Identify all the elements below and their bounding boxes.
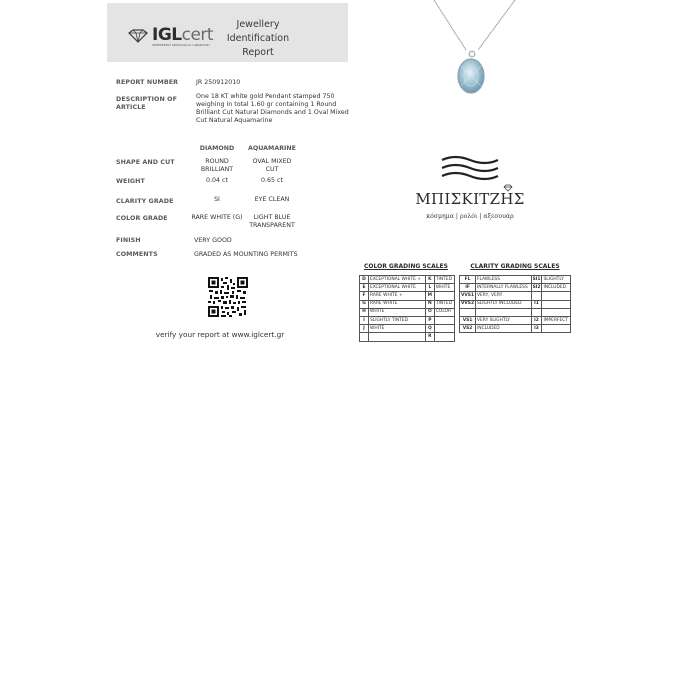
table-row	[360, 292, 455, 300]
description-line: Brilliant Cut Natural Diamonds and 1 Oval Mixed	[196, 109, 349, 116]
grade-code: L	[425, 284, 434, 292]
grade-code: FL	[460, 276, 476, 284]
table-row	[360, 276, 455, 284]
description-line: One 18 KT white gold Pendant stamped 750	[196, 93, 335, 100]
cell-line: OVAL MIXED	[252, 158, 292, 165]
description-label-line: ARTICLE	[116, 104, 146, 111]
grade-code: J	[360, 325, 369, 333]
brand-waves-icon	[440, 155, 500, 181]
grade-desc: INCLUDED	[542, 284, 571, 292]
aquamarine-color	[242, 214, 302, 230]
grade-desc: INCLUDED	[476, 325, 532, 333]
aquamarine-column-header: AQUAMARINE	[248, 145, 296, 152]
grade-code: I3	[531, 325, 542, 333]
grade-desc	[434, 316, 454, 324]
cell-line: LIGHT BLUE	[253, 214, 291, 221]
qr-code[interactable]	[208, 277, 248, 317]
grade-code	[460, 308, 476, 316]
grade-desc	[434, 292, 454, 300]
table-row	[460, 325, 571, 333]
grade-desc: EXCEPTIONAL WHITE +	[369, 276, 426, 284]
grade-desc	[434, 333, 454, 341]
description-label	[116, 96, 177, 112]
description-value	[196, 93, 349, 125]
grade-code: SI1	[531, 276, 542, 284]
grade-code: I2	[531, 316, 542, 324]
grade-desc	[434, 325, 454, 333]
grade-code: M	[425, 292, 434, 300]
description-line: weighing in total 1.60 gr containing 1 Round	[196, 101, 337, 108]
shape-cut-label: SHAPE AND CUT	[116, 159, 175, 166]
diamond-color: RARE WHITE (G)	[191, 214, 243, 221]
grade-desc	[542, 325, 571, 333]
color-grade-label: COLOR GRADE	[116, 215, 168, 222]
comments-label: COMMENTS	[116, 251, 158, 258]
table-row	[460, 316, 571, 324]
brand-tagline: κόσμημα | ρολόι | αξεσουάρ	[426, 213, 514, 220]
cell-line: TRANSPARENT	[249, 222, 295, 229]
report-number-value: JR 250912010	[196, 79, 241, 86]
diamond-shape-cut	[187, 158, 247, 174]
grade-desc	[542, 292, 571, 300]
comments-value: GRADED AS MOUNTING PERMITS	[194, 251, 298, 258]
weight-label: WEIGHT	[116, 178, 145, 185]
grade-code	[531, 308, 542, 316]
table-row	[460, 308, 571, 316]
grade-desc: TINTED	[434, 300, 454, 308]
clarity-grade-label: CLARITY GRADE	[116, 198, 174, 205]
pendant-photo	[428, 0, 528, 100]
grade-desc	[369, 333, 426, 341]
color-scales-table	[359, 275, 455, 342]
report-number-label: REPORT NUMBER	[116, 79, 179, 86]
diamond-column-header: DIAMOND	[199, 145, 235, 152]
table-row	[360, 333, 455, 341]
logo-text-bold: IGL	[152, 25, 182, 45]
grade-code: R	[425, 333, 434, 341]
clarity-scales-table	[459, 275, 571, 333]
aquamarine-weight: 0.65 ct	[261, 177, 283, 184]
grade-desc: SLIGHTLY TINTED	[369, 316, 426, 324]
table-row	[360, 308, 455, 316]
grade-code: SI2	[531, 284, 542, 292]
grade-code: Q	[425, 325, 434, 333]
logo-subtext: INDEPENDENT GEMOLOGICAL LABORATORY	[152, 44, 210, 47]
cell-line: CUT	[265, 166, 279, 173]
report-title	[222, 18, 294, 60]
grade-code: IF	[460, 284, 476, 292]
grade-code: D	[360, 276, 369, 284]
grade-code: VS2	[460, 325, 476, 333]
grade-desc: SLIGHTLY	[542, 276, 571, 284]
clarity-scales-title: CLARITY GRADING SCALES	[470, 263, 560, 270]
cell-line: ROUND	[205, 158, 229, 165]
finish-value: VERY GOOD	[194, 237, 232, 244]
aquamarine-clarity: EYE CLEAN	[254, 196, 290, 203]
cell-line: BRILLIANT	[200, 166, 234, 173]
grade-desc: SLIGHTLY INCLUDED	[476, 300, 532, 308]
grade-code: N	[425, 300, 434, 308]
grade-desc: VERY, VERY	[476, 292, 532, 300]
grade-code: VS1	[460, 316, 476, 324]
grade-code: H	[360, 308, 369, 316]
description-label-line: DESCRIPTION OF	[116, 96, 177, 103]
table-row	[360, 284, 455, 292]
grade-desc: IMPERFECT	[542, 316, 571, 324]
grade-desc: INTERNALLY FLAWLESS	[476, 284, 532, 292]
grade-code: I	[360, 316, 369, 324]
table-row	[460, 292, 571, 300]
grade-code	[360, 333, 369, 341]
grade-desc: TINTED	[434, 276, 454, 284]
iglcert-logo	[152, 26, 213, 44]
grade-code: P	[425, 316, 434, 324]
description-line: Cut Natural Aquamarine	[196, 117, 273, 124]
grade-desc: RARE WHITE	[369, 300, 426, 308]
grade-desc	[542, 300, 571, 308]
title-line: Identification	[226, 33, 290, 44]
table-row	[360, 316, 455, 324]
table-row	[460, 276, 571, 284]
finish-label: FINISH	[116, 237, 141, 244]
grade-code: VVS1	[460, 292, 476, 300]
verify-report-link[interactable]: verify your report at www.iglcert.gr	[155, 330, 285, 339]
title-line: Report	[242, 47, 274, 58]
grade-code: F	[360, 292, 369, 300]
table-row	[360, 300, 455, 308]
grade-desc: RARE WHITE +	[369, 292, 426, 300]
grade-desc: COLOR	[434, 308, 454, 316]
color-scales-title: COLOR GRADING SCALES	[364, 263, 448, 270]
aquamarine-shape-cut	[242, 158, 302, 174]
grade-code: VVS2	[460, 300, 476, 308]
grade-code: G	[360, 300, 369, 308]
grade-code: I1	[531, 300, 542, 308]
grade-code: K	[425, 276, 434, 284]
grade-code	[531, 292, 542, 300]
diamond-logo-icon	[127, 29, 149, 43]
grade-desc	[476, 308, 532, 316]
brand-name: ΜΠΙΣΚΙΤΖΗΣ	[415, 190, 525, 208]
grade-code: E	[360, 284, 369, 292]
table-row	[460, 284, 571, 292]
diamond-weight: 0.04 ct	[206, 177, 228, 184]
grade-desc: EXCEPTIONAL WHITE	[369, 284, 426, 292]
title-line: Jewellery	[236, 19, 280, 30]
grade-desc: WHITE	[369, 308, 426, 316]
diamond-clarity: SI	[214, 196, 220, 203]
grade-desc: FLAWLESS	[476, 276, 532, 284]
grade-desc: WHITE	[369, 325, 426, 333]
grade-desc: VERY SLIGHTLY	[476, 316, 532, 324]
table-row	[460, 300, 571, 308]
table-row	[360, 325, 455, 333]
grade-code: O	[425, 308, 434, 316]
grade-desc: WHITE	[434, 284, 454, 292]
grade-desc	[542, 308, 571, 316]
logo-text-light: cert	[181, 25, 214, 45]
